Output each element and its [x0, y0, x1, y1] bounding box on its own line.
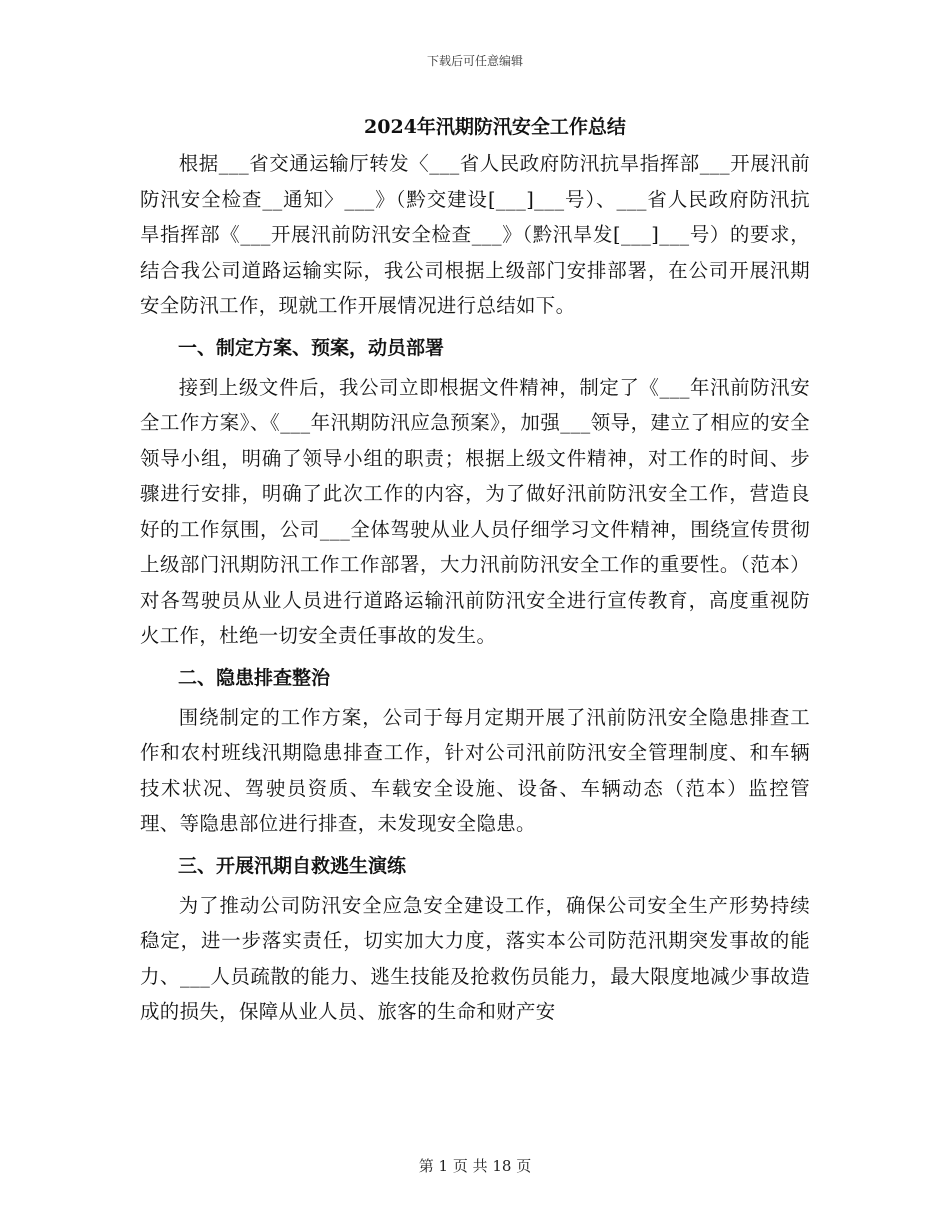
intro-paragraph: 根据___省交通运输厅转发〈___省人民政府防汛抗旱指挥部___开展汛前防汛安全检查__通知〉___》（黔交建设[___]___号）、___省人民政府防汛抗旱指挥部《___开展汛前防汛安全检查___》（黔汛旱发[___]___号）的要求，结合我公司道路运输实际，我公司根据上级部门安排部署，在公司开展汛期安全防汛工作，现就工作开展情况进行总结如下。 — [140, 152, 810, 317]
section-heading: 三、开展汛期自救逃生演练 — [178, 854, 407, 877]
page-header-note: 下载后可任意编辑 — [426, 54, 523, 68]
section-heading: 一、制定方案、预案，动员部署 — [178, 336, 445, 359]
section-paragraph: 为了推动公司防汛安全应急安全建设工作，确保公司安全生产形势持续稳定，进一步落实责任，切实加大力度，落实本公司防范汛期突发事故的能力、___人员疏散的能力、逃生技能及抢救伤员能力，最大限度地减少事故造成的损失，保障从业人员、旅客的生命和财产安 — [140, 893, 810, 1023]
section-paragraph: 接到上级文件后，我公司立即根据文件精神，制定了《___年汛前防汛安全工作方案》、《___年汛期防汛应急预案》，加强___领导，建立了相应的安全领导小组，明确了领导小组的职责；根据上级文件精神，对工作的时间、步骤进行安排，明确了此次工作的内容，为了做好汛前防汛安全工作，营造良好的工作氛围，公司___全体驾驶从业人员仔细学习文件精神，围绕宣传贯彻上级部门汛期防汛工作工作部署，大力汛前防汛安全工作的重要性。（范本）对各驾驶员从业人员进行道路运输汛前防汛安全进行宣传教育，高度重视防火工作，杜绝一切安全责任事故的发生。 — [140, 375, 810, 647]
document-body — [140, 108, 810, 1030]
section-paragraph: 围绕制定的工作方案，公司于每月定期开展了汛前防汛安全隐患排查工作和农村班线汛期隐患排查工作，针对公司汛前防汛安全管理制度、和车辆技术状况、驾驶员资质、车载安全设施、设备、车辆动态（范本）监控管理、等隐患部位进行排查，未发现安全隐患。 — [140, 705, 810, 835]
section-heading: 二、隐患排查整治 — [178, 666, 331, 689]
document-title: 2024年汛期防汛安全工作总结 — [364, 116, 626, 138]
page-number: 第 1 页 共 18 页 — [418, 1157, 532, 1175]
